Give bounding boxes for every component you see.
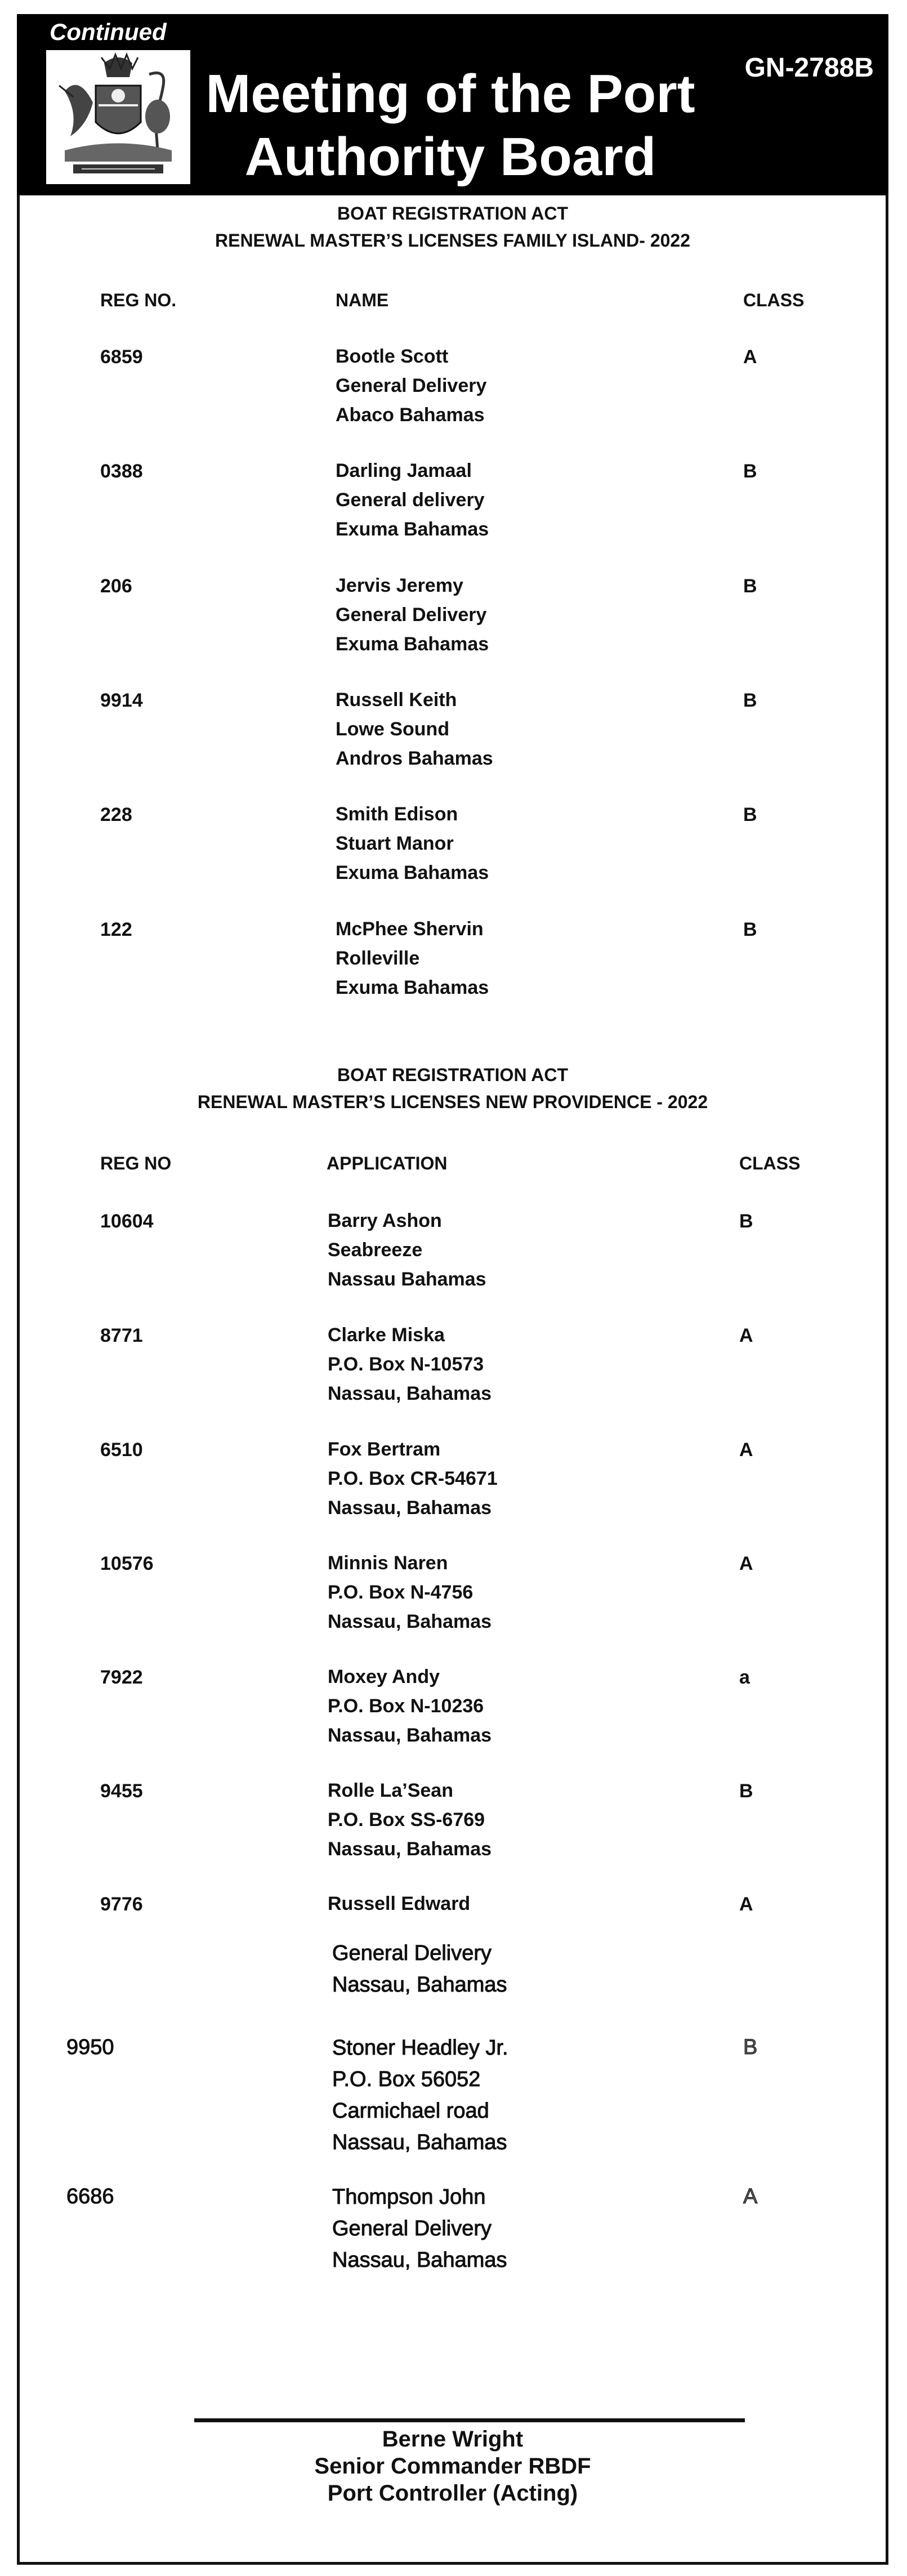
signature-line — [194, 2418, 745, 2422]
column-header-class: CLASS — [743, 290, 805, 310]
column-header-name: NAME — [336, 290, 389, 310]
notice-id: GN-2788B — [744, 53, 874, 83]
section1-title: BOAT REGISTRATION ACT RENEWAL MASTER’S LICENSES FAMILY ISLAND- 2022 — [215, 203, 690, 251]
coat-of-arms-icon — [46, 50, 190, 184]
column-header-application: APPLICATION — [327, 1153, 448, 1173]
column-header-reg: REG NO. — [100, 290, 177, 310]
section2-title: BOAT REGISTRATION ACT RENEWAL MASTER’S LICENSES NEW PROVIDENCE - 2022 — [197, 1065, 708, 1112]
page-title: Meeting of the Port Authority Board — [205, 64, 695, 187]
continued-label: Continued — [50, 19, 167, 45]
header-banner — [17, 14, 888, 195]
column-header-class: CLASS — [739, 1153, 801, 1173]
signature-block: Berne Wright Senior Commander RBDF Port Controller (Acting) — [314, 2427, 591, 2506]
column-header-reg: REG NO — [100, 1153, 172, 1173]
